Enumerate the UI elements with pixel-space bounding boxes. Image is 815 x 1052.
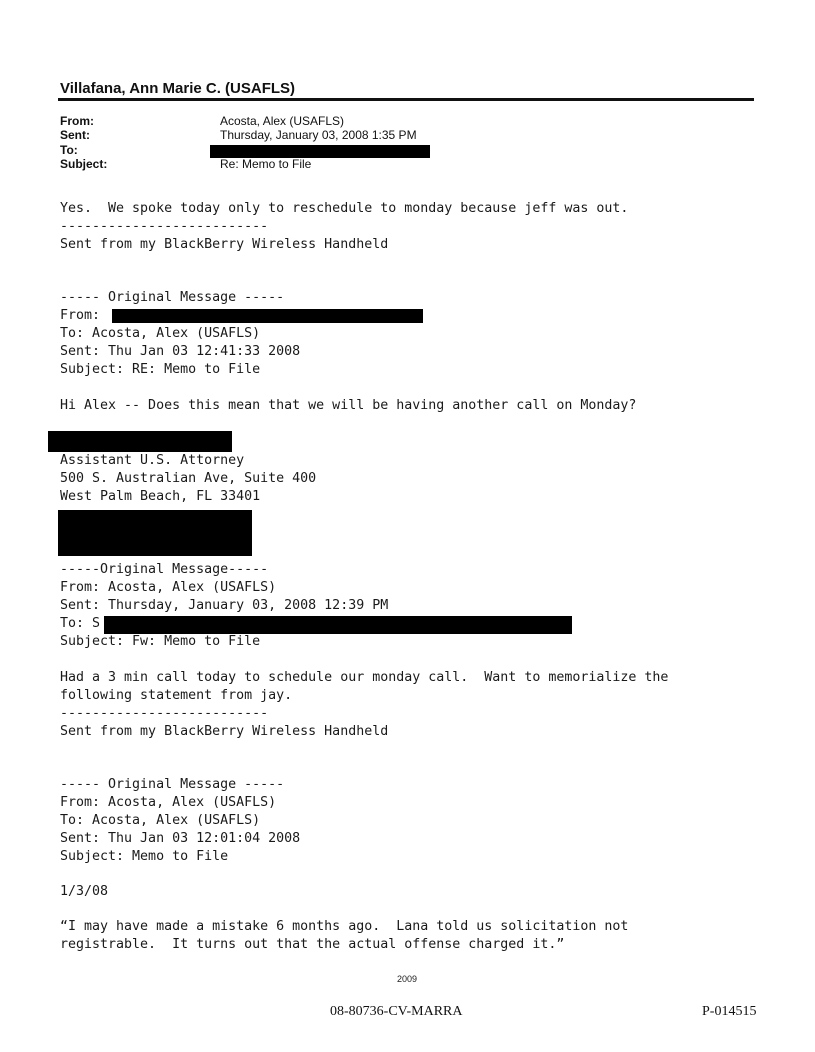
orig3-to: To: Acosta, Alex (USAFLS) (60, 813, 261, 828)
orig3-quote-2: registrable. It turns out that the actual offense charged it.” (60, 937, 565, 952)
case-number: 08-80736-CV-MARRA (330, 1004, 463, 1019)
orig1-from: From: (60, 308, 101, 323)
orig1-title: Assistant U.S. Attorney (60, 453, 245, 468)
signature-rule: -------------------------- (60, 219, 269, 234)
redaction-orig1-contact (58, 510, 252, 556)
orig2-signature-rule: -------------------------- (60, 706, 269, 721)
bates-number: P-014515 (702, 1004, 757, 1019)
orig1-address-1: 500 S. Australian Ave, Suite 400 (60, 471, 317, 486)
redaction-orig1-from (112, 309, 423, 323)
orig3-date: 1/3/08 (60, 884, 109, 899)
orig3-sent: Sent: Thu Jan 03 12:01:04 2008 (60, 831, 301, 846)
sent-label: Sent: (60, 128, 90, 142)
to-label: To: (60, 143, 78, 157)
from-value: Acosta, Alex (USAFLS) (220, 114, 345, 128)
orig1-subject: Subject: RE: Memo to File (60, 362, 261, 377)
redaction-orig2-to (104, 616, 572, 634)
orig1-text: Hi Alex -- Does this mean that we will be having another call on Monday? (60, 398, 637, 413)
mailbox-owner-title: Villafana, Ann Marie C. (USAFLS) (60, 80, 296, 97)
orig1-to: To: Acosta, Alex (USAFLS) (60, 326, 261, 341)
orig2-text-2: following statement from jay. (60, 688, 293, 703)
subject-value: Re: Memo to File (220, 157, 312, 171)
orig3-quote-1: “I may have made a mistake 6 months ago. Lana told us solicitation not (60, 919, 629, 934)
orig2-from: From: Acosta, Alex (USAFLS) (60, 580, 277, 595)
orig2-sent: Sent: Thursday, January 03, 2008 12:39 PM (60, 598, 389, 613)
redaction-orig1-name (48, 431, 232, 452)
orig2-signature-line: Sent from my BlackBerry Wireless Handheld (60, 724, 389, 739)
orig1-sent: Sent: Thu Jan 03 12:41:33 2008 (60, 344, 301, 359)
orig2-text-1: Had a 3 min call today to schedule our monday call. Want to memorialize the (60, 670, 669, 685)
from-label: From: (60, 114, 94, 128)
orig2-banner: -----Original Message----- (60, 562, 269, 577)
orig3-from: From: Acosta, Alex (USAFLS) (60, 795, 277, 810)
sent-value: Thursday, January 03, 2008 1:35 PM (220, 128, 417, 142)
original-message-banner: ----- Original Message ----- (60, 290, 285, 305)
page-number: 2009 (397, 974, 418, 984)
orig3-subject: Subject: Memo to File (60, 849, 229, 864)
subject-label: Subject: (60, 157, 108, 171)
header-rule (58, 98, 754, 101)
orig3-banner: ----- Original Message ----- (60, 777, 285, 792)
orig1-address-2: West Palm Beach, FL 33401 (60, 489, 261, 504)
orig2-to: To: S (60, 616, 101, 631)
orig2-subject: Subject: Fw: Memo to File (60, 634, 261, 649)
reply-text: Yes. We spoke today only to reschedule to monday because jeff was out. (60, 201, 629, 216)
signature-line: Sent from my BlackBerry Wireless Handheld (60, 237, 389, 252)
